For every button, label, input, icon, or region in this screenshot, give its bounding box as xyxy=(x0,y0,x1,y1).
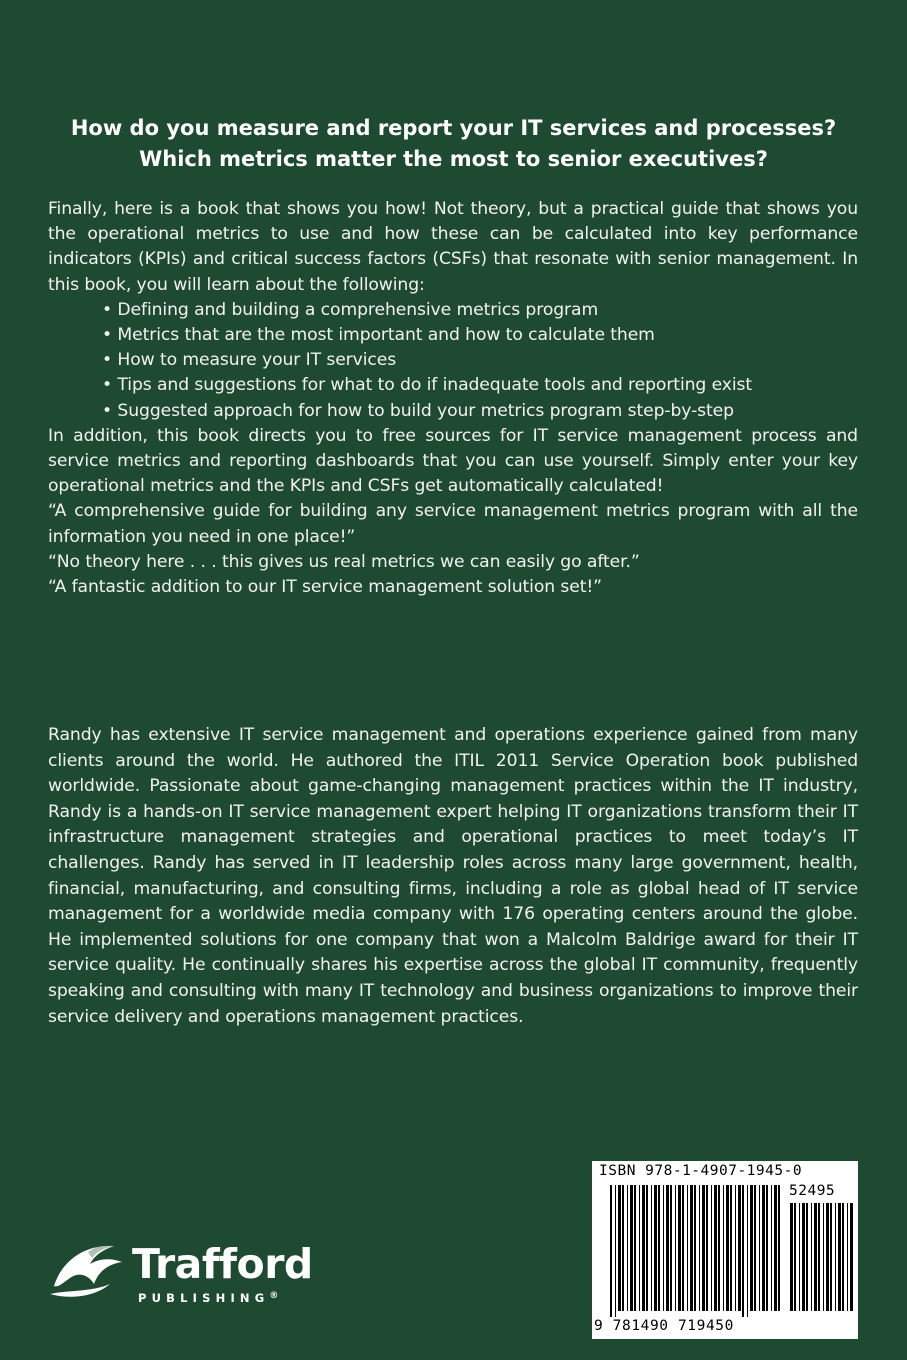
barcode-bars xyxy=(592,1161,858,1339)
barcode-bar xyxy=(759,1185,760,1311)
barcode-bar xyxy=(814,1203,817,1311)
barcode-bar xyxy=(723,1185,724,1311)
logo-tagline xyxy=(138,1291,278,1305)
barcode-bar xyxy=(726,1185,729,1311)
ean-digits: 9 781490 719450 xyxy=(594,1318,734,1334)
barcode-bar xyxy=(642,1185,645,1311)
author-bio-text: Randy has extensive IT service management and operations experience gained from many clients around the world. He authored the ITIL 2011 Service Operation book published worldwide. Passionate about game-changing management practices within the IT industry, Randy is a hands-on IT service management expert helping IT organizations transform their IT infrastructure management strategies and operational practices to meet today’s IT challenges. Randy has served in IT leadership roles across many large government, health, financial, manufacturing, and consulting firms, including a role as global head of IT service management for a worldwide media company with 176 operating centers around the globe. He implemented solutions for one company that won a Malcolm Baldrige award for their IT service quality. He continually shares his expertise across the global IT community, frequently speaking and consulting with many IT technology and business organizations to improve their service delivery and operations management practices. xyxy=(48,725,858,1027)
barcode-bar xyxy=(830,1203,832,1311)
headline-line-2: Which metrics matter the most to senior executives? xyxy=(139,147,768,171)
barcode-bar xyxy=(762,1185,765,1311)
barcode-bar xyxy=(666,1185,669,1311)
topic-item: • Metrics that are the most important and how to calculate them xyxy=(102,323,858,348)
barcode-bar xyxy=(806,1203,808,1311)
topic-item: • Suggested approach for how to build your metrics program step-by-step xyxy=(102,399,858,424)
review-quote: “No theory here . . . this gives us real metrics we can easily go after.” xyxy=(48,551,640,572)
topic-item: • How to measure your IT services xyxy=(102,348,858,373)
barcode-bar xyxy=(615,1185,616,1317)
barcode-bar xyxy=(774,1185,777,1311)
barcode-bar xyxy=(714,1185,717,1311)
barcode-bar xyxy=(766,1185,768,1311)
barcode-bar xyxy=(718,1185,720,1311)
barcode-bar xyxy=(706,1185,708,1311)
barcode-bar xyxy=(826,1203,829,1311)
barcode-bar xyxy=(651,1185,652,1311)
barcode-bar xyxy=(711,1185,712,1311)
barcode-bar xyxy=(778,1185,780,1311)
barcode-bar xyxy=(802,1203,805,1311)
logo-wordmark: Trafford xyxy=(132,1240,313,1288)
barcode-bar xyxy=(818,1203,820,1311)
barcode-bar xyxy=(630,1185,633,1311)
barcode-bar xyxy=(850,1203,853,1311)
barcode-bar xyxy=(842,1203,844,1311)
barcode-bar xyxy=(730,1185,732,1311)
barcode-bar xyxy=(694,1185,696,1311)
barcode-bar xyxy=(747,1185,748,1317)
barcode-bar xyxy=(675,1185,676,1311)
barcode-bar xyxy=(794,1203,796,1311)
review-quote: “A comprehensive guide for building any service management metrics program with all the information you need in one place!” xyxy=(48,501,858,547)
barcode-bar xyxy=(690,1185,693,1311)
book-description xyxy=(48,197,858,600)
barcode-bar xyxy=(639,1185,640,1311)
barcode-bar xyxy=(835,1203,836,1311)
author-bio xyxy=(48,723,858,1030)
intro-paragraph: Finally, here is a book that shows you how! Not theory, but a practical guide that shows you the operational metrics to use and how these can be calculated into key performance indicators (KPIs) and critical success factors (CSFs) that resonate with senior management. In this book, you will learn about the following: xyxy=(48,199,858,295)
barcode-bar xyxy=(754,1185,756,1311)
barcode-bar xyxy=(682,1185,684,1311)
barcode-bar xyxy=(742,1185,744,1317)
barcode-bar xyxy=(799,1203,800,1311)
logo-tagline-text: PUBLISHING xyxy=(138,1291,270,1305)
barcode-bar xyxy=(838,1203,841,1311)
barcode-bar xyxy=(634,1185,636,1311)
barcode-bar xyxy=(618,1185,621,1311)
review-quote: “A fantastic addition to our IT service management solution set!” xyxy=(48,577,602,598)
barcode-bar xyxy=(823,1203,824,1311)
registered-mark: ® xyxy=(269,1291,279,1301)
barcode-bar xyxy=(735,1185,736,1311)
barcode-bar xyxy=(847,1203,848,1311)
barcode-bar xyxy=(622,1185,624,1311)
barcode-bar xyxy=(678,1185,681,1311)
barcode-bar xyxy=(654,1185,657,1311)
barcode-bar xyxy=(646,1185,648,1311)
barcode-bar xyxy=(790,1203,793,1311)
topics-list xyxy=(48,298,858,424)
barcode-bar xyxy=(670,1185,672,1311)
barcode-bar xyxy=(738,1185,741,1311)
isbn-barcode xyxy=(592,1161,858,1339)
barcode-bar xyxy=(750,1185,753,1311)
price-code: 52495 xyxy=(789,1183,836,1199)
headline xyxy=(0,113,907,175)
addition-paragraph: In addition, this book directs you to free sources for IT service management process and service metrics and reporting dashboards that you can use yourself. Simply enter your key operational metrics and the KPIs and CSFs get automatically calculated! xyxy=(48,425,858,497)
barcode-bar xyxy=(811,1203,812,1311)
barcode-bar xyxy=(658,1185,660,1311)
barcode-bar xyxy=(771,1185,772,1311)
barcode-bar xyxy=(687,1185,688,1311)
barcode-bar xyxy=(702,1185,705,1311)
topic-item: • Defining and building a comprehensive metrics program xyxy=(102,298,858,323)
barcode-bar xyxy=(627,1185,628,1311)
barcode-bar xyxy=(610,1185,612,1317)
barcode-bar xyxy=(699,1185,700,1311)
barcode-bar xyxy=(663,1185,664,1311)
wave-logo-icon xyxy=(48,1234,130,1304)
isbn-label: ISBN 978-1-4907-1945-0 xyxy=(599,1163,803,1179)
trafford-logo xyxy=(48,1240,358,1310)
headline-line-1: How do you measure and report your IT services and processes? xyxy=(70,116,837,140)
topic-item: • Tips and suggestions for what to do if inadequate tools and reporting exist xyxy=(102,373,858,398)
